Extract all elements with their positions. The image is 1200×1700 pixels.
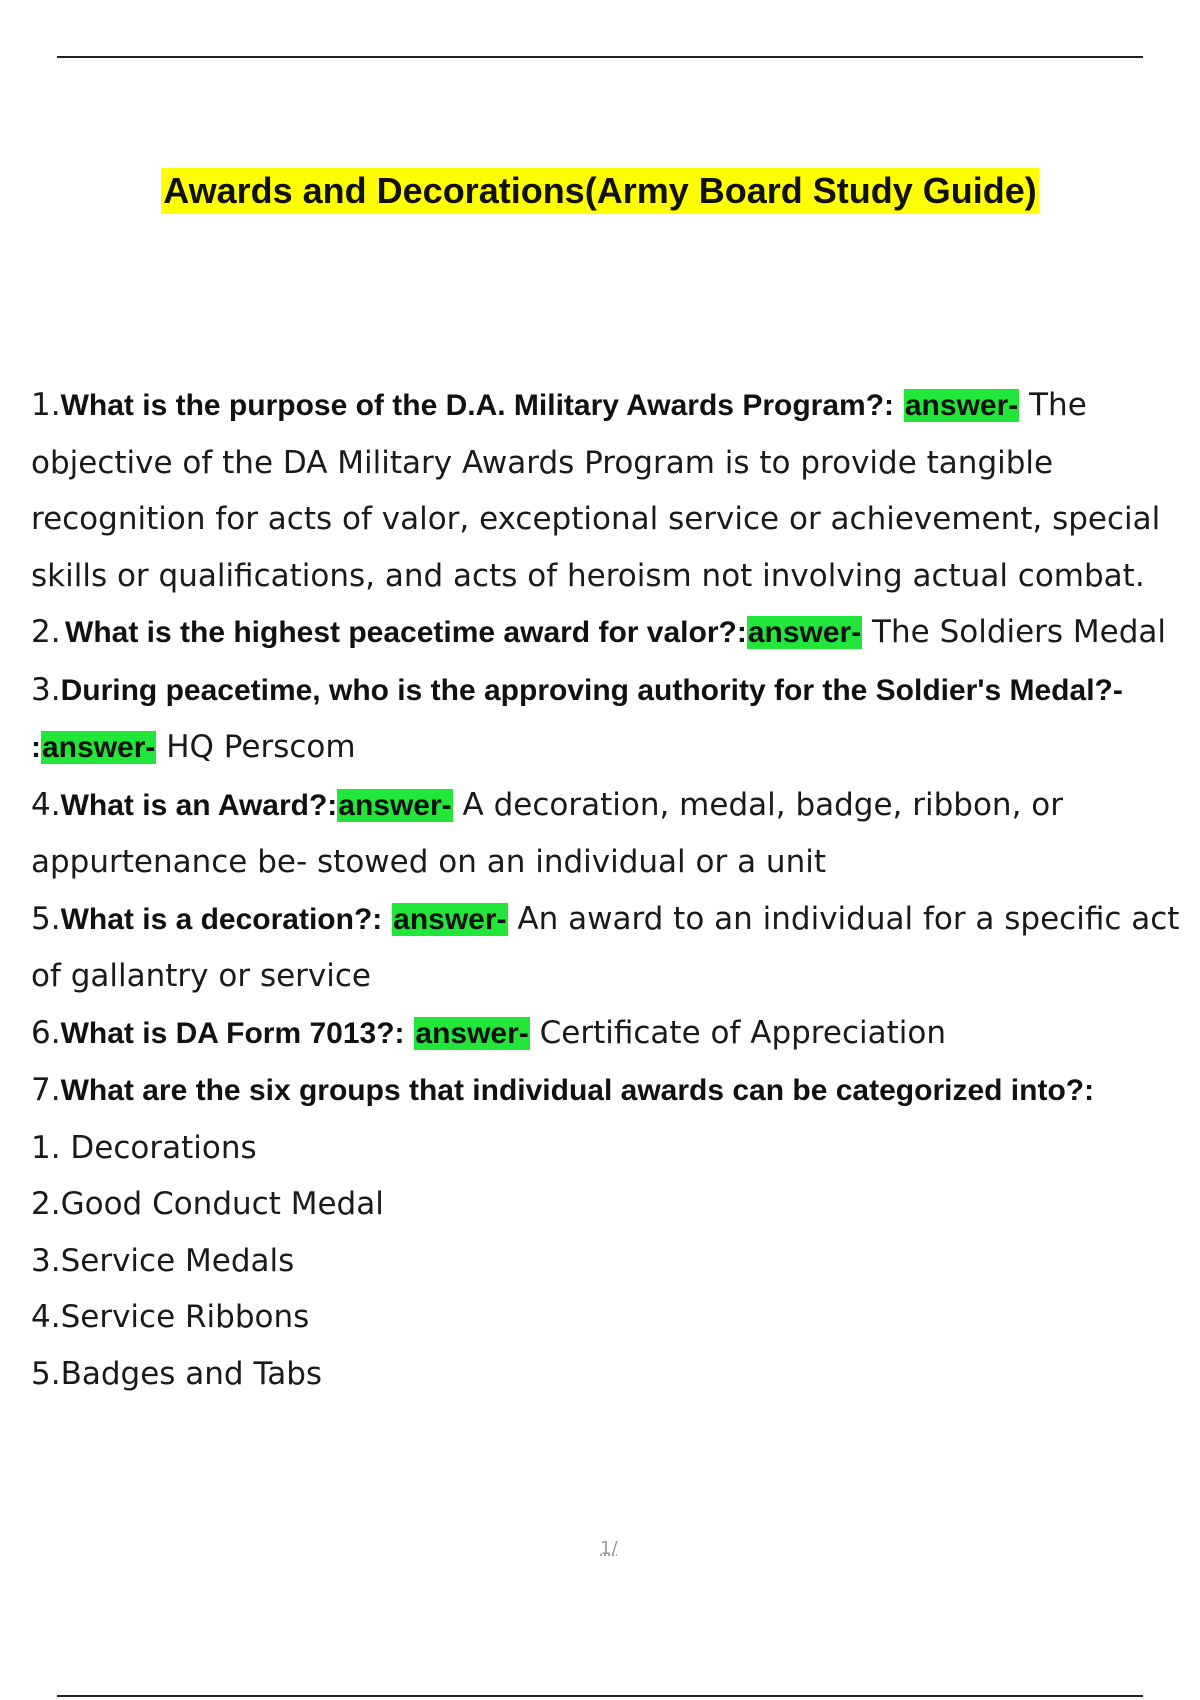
document-title: Awards and Decorations(Army Board Study Guide) xyxy=(161,168,1039,214)
question-text: What is the purpose of the D.A. Military Awards Program?: xyxy=(60,389,895,422)
question-text: What is the highest peacetime award for valor?: xyxy=(65,616,747,649)
question-item-4 xyxy=(31,777,1191,891)
group-text: 4.Service Ribbons xyxy=(31,1299,310,1335)
group-item-1 xyxy=(31,1120,1191,1177)
question-text: What is DA Form 7013?: xyxy=(60,1016,405,1050)
question-number: 7. xyxy=(31,1072,61,1108)
group-text: 3.Service Medals xyxy=(31,1242,295,1279)
answer-text: The objective of the DA Military Awards Program is to provide tangible recognition for acts of valor, exceptional service or achievement, special skills or qualifications, and acts of heroism not involving actual combat. xyxy=(31,387,1161,594)
group-item-4 xyxy=(31,1289,1191,1346)
answer-label: answer- xyxy=(747,616,862,649)
question-number: 2. xyxy=(31,614,61,650)
answer-label: answer- xyxy=(393,902,507,936)
question-item-3 xyxy=(31,662,1191,777)
question-number: 1. xyxy=(31,387,61,423)
question-item-2 xyxy=(31,604,1191,662)
question-list xyxy=(31,377,1191,1402)
answer-text: The Soldiers Medal xyxy=(862,614,1167,650)
question-item-1 xyxy=(31,377,1191,604)
bottom-rule xyxy=(57,1695,1143,1697)
answer-label: answer- xyxy=(338,788,452,822)
group-item-3 xyxy=(31,1233,1191,1290)
question-item-5 xyxy=(31,891,1191,1005)
group-text: 2.Good Conduct Medal xyxy=(31,1186,384,1222)
answer-text: Certificate of Appreciation xyxy=(529,1014,946,1051)
question-text: What is a decoration?: xyxy=(60,902,383,936)
group-text: 5.Badges and Tabs xyxy=(31,1355,323,1392)
answer-text: HQ Perscom xyxy=(156,729,356,765)
question-text-tail: : xyxy=(31,731,41,764)
top-rule xyxy=(57,56,1143,58)
question-text: What are the six groups that individual awards can be categorized into?: xyxy=(60,1074,1095,1107)
page-number: 1/ xyxy=(600,1538,618,1559)
title-container xyxy=(0,168,1200,214)
answer-label: answer- xyxy=(415,1016,529,1050)
answer-label: answer- xyxy=(42,731,156,764)
question-text: What is an Award?: xyxy=(60,788,338,822)
answer-label: answer- xyxy=(904,389,1019,422)
question-number: 4. xyxy=(31,786,61,823)
question-number: 5. xyxy=(31,900,61,937)
question-number: 6. xyxy=(31,1014,61,1051)
question-item-6 xyxy=(31,1005,1191,1063)
answer-text: A decoration, medal, badge, ribbon, or appurtenance be- stowed on an individual or a unit xyxy=(31,786,1063,880)
question-text: During peacetime, who is the approving authority for the Soldier's Medal?- xyxy=(60,673,1123,707)
question-number: 3. xyxy=(31,671,61,708)
answer-text: An award to an individual for a specific act of gallantry or service xyxy=(31,900,1180,994)
group-text: 1. Decorations xyxy=(31,1129,257,1166)
group-item-5 xyxy=(31,1346,1191,1403)
question-item-7 xyxy=(31,1062,1191,1120)
group-item-2 xyxy=(31,1176,1191,1233)
